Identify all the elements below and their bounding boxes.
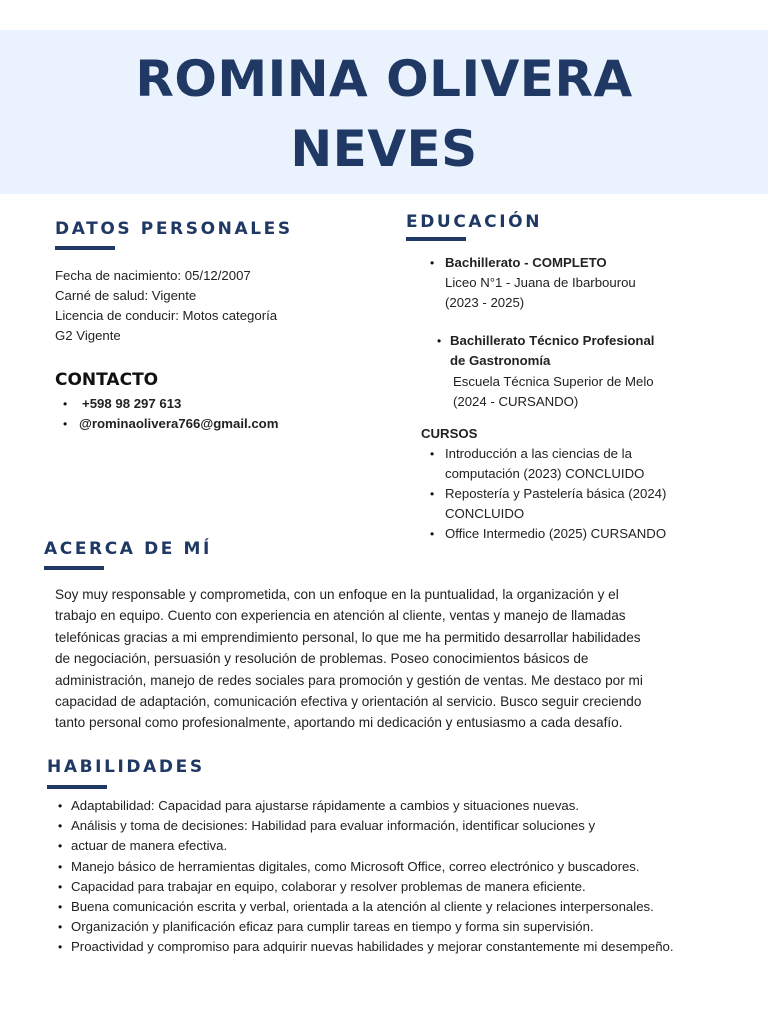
health-card: Carné de salud: Vigente [55, 288, 197, 303]
courses-title: CURSOS [421, 426, 478, 441]
about-section-title: ACERCA DE MÍ [44, 539, 212, 559]
contact-email[interactable]: @rominaolivera766@gmail.com [79, 416, 279, 431]
edu2-degree-line2: de Gastronomía [450, 353, 551, 368]
course2-line1: Repostería y Pastelería básica (2024) [445, 486, 667, 501]
edu1-degree: Bachillerato - COMPLETO [445, 255, 607, 270]
about-line: administración, manejo de redes sociales para promoción y gestión de ventas. Me destaco por mi [55, 672, 643, 688]
list-item: • Proactividad y compromiso para adquirir nuevas habilidades y mejorar constantemente mi desempeño. [58, 937, 674, 957]
course3: Office Intermedio (2025) CURSANDO [445, 526, 667, 541]
education-title-underline [406, 237, 466, 241]
contact-title: CONTACTO [55, 370, 159, 390]
bullet: • [430, 527, 435, 541]
about-line: tanto personal como profesionalmente, aportando mi dedicación y entusiasmo a cada desafío. [55, 715, 623, 731]
list-item: • actuar de manera efectiva. [58, 836, 674, 856]
name-line-1: ROMINA OLIVERA [135, 50, 633, 108]
about-paragraph [55, 584, 720, 734]
edu2-school: Escuela Técnica Superior de Melo [453, 374, 654, 389]
bullet: • [63, 397, 68, 411]
driver-license-cont: G2 Vigente [55, 328, 121, 343]
edu2-degree-line1: Bachillerato Técnico Profesional [450, 333, 655, 348]
name-line-2: NEVES [290, 120, 478, 178]
list-item: • Capacidad para trabajar en equipo, colaborar y resolver problemas de manera eficiente. [58, 877, 674, 897]
edu1-years: (2023 - 2025) [445, 295, 525, 310]
contact-phone[interactable]: +598 98 297 613 [82, 396, 182, 411]
birth-date: Fecha de nacimiento: 05/12/2007 [55, 268, 251, 283]
personal-title-underline [55, 246, 115, 250]
skills-section-title: HABILIDADES [47, 757, 205, 777]
list-item: • Manejo básico de herramientas digitales, como Microsoft Office, correo electrónico y buscadores. [58, 857, 674, 877]
list-item: • Organización y planificación eficaz para cumplir tareas en tiempo y forma sin supervisión. [58, 917, 674, 937]
bullet: • [430, 487, 435, 501]
bullet: • [63, 417, 68, 431]
course1-line2: computación (2023) CONCLUIDO [445, 466, 645, 481]
driver-license: Licencia de conducir: Motos categoría [55, 308, 278, 323]
about-line: capacidad de adaptación, comunicación efectiva y orientación al servicio. Busco seguir creciendo [55, 694, 642, 710]
course1-line1: Introducción a las ciencias de la [445, 446, 632, 461]
bullet: • [430, 256, 435, 270]
bullet: • [430, 447, 435, 461]
about-line: trabajo en equipo. Cuento con experiencia en atención al cliente, ventas y manejo de llamadas [55, 608, 626, 624]
personal-section-title: DATOS PERSONALES [55, 219, 293, 239]
skills-title-underline [47, 785, 107, 789]
bullet: • [437, 334, 442, 348]
list-item: • Análisis y toma de decisiones: Habilidad para evaluar información, identificar soluciones y [58, 816, 674, 836]
edu1-school: Liceo N°1 - Juana de Ibarbourou [445, 275, 636, 290]
list-item: • Buena comunicación escrita y verbal, orientada a la atención al cliente y relaciones interpersonales. [58, 897, 674, 917]
education-section-title: EDUCACIÓN [406, 212, 543, 232]
course2-line2: CONCLUIDO [445, 506, 525, 521]
about-title-underline [44, 566, 104, 570]
about-line: de negociación, persuasión y resolución de problemas. Poseo conocimientos básicos de [55, 651, 589, 667]
about-line: telefónicas gracias a mi emprendimiento personal, lo que me ha permitido desarrollar habilidades [55, 629, 641, 645]
edu2-years: (2024 - CURSANDO) [453, 394, 579, 409]
about-line: Soy muy responsable y comprometida, con un enfoque en la puntualidad, la organización y el [55, 587, 619, 602]
list-item: • Adaptabilidad: Capacidad para ajustarse rápidamente a cambios y situaciones nuevas. [58, 796, 674, 816]
skills-list [58, 796, 674, 958]
